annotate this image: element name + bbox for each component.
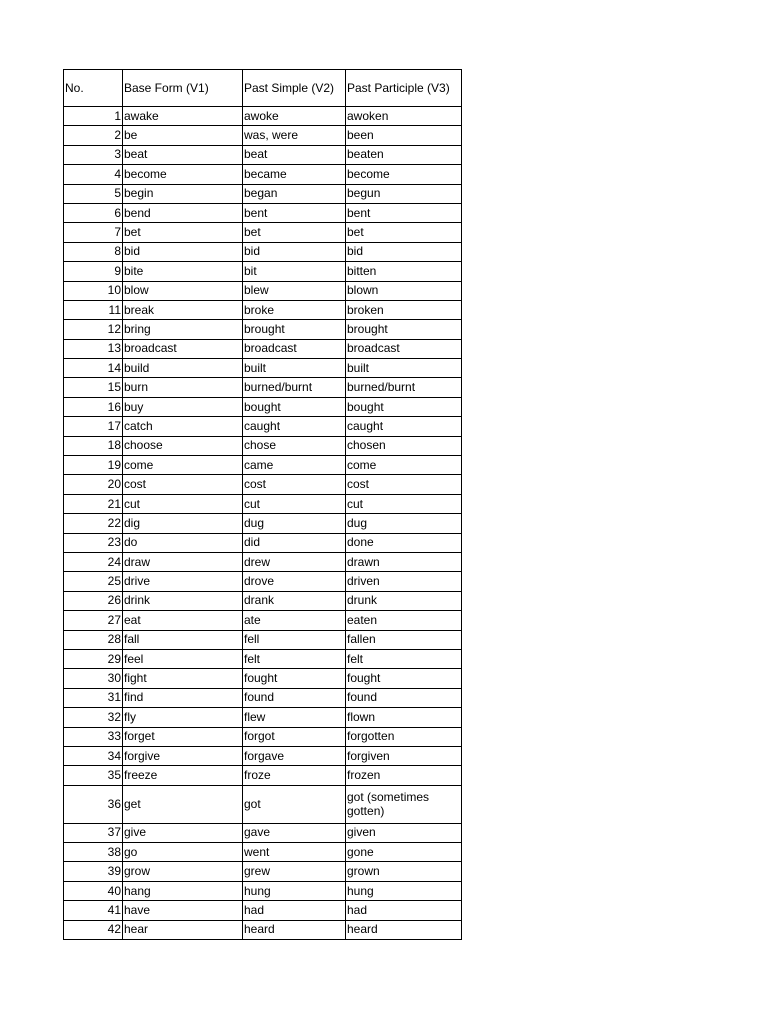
past-participle-cell: chosen xyxy=(346,436,462,455)
row-number: 17 xyxy=(64,417,123,436)
base-form-cell: do xyxy=(123,533,243,552)
past-participle-cell: bet xyxy=(346,223,462,242)
past-simple-cell: burned/burnt xyxy=(243,378,346,397)
base-form-cell: cost xyxy=(123,475,243,494)
past-participle-cell: fought xyxy=(346,669,462,688)
table-row xyxy=(64,145,462,164)
table-row xyxy=(64,727,462,746)
row-number: 38 xyxy=(64,843,123,862)
row-number: 21 xyxy=(64,494,123,513)
table-row xyxy=(64,552,462,571)
table-row xyxy=(64,417,462,436)
past-participle-cell: bent xyxy=(346,203,462,222)
table-row xyxy=(64,785,462,823)
table-row xyxy=(64,611,462,630)
past-simple-cell: awoke xyxy=(243,107,346,126)
row-number: 1 xyxy=(64,107,123,126)
past-participle-cell: beaten xyxy=(346,145,462,164)
table-body xyxy=(64,107,462,940)
past-participle-cell: had xyxy=(346,901,462,920)
past-simple-cell: forgot xyxy=(243,727,346,746)
base-form-cell: find xyxy=(123,688,243,707)
past-participle-cell: begun xyxy=(346,184,462,203)
past-simple-cell: dug xyxy=(243,514,346,533)
table-row xyxy=(64,649,462,668)
table-row xyxy=(64,300,462,319)
base-form-cell: begin xyxy=(123,184,243,203)
past-participle-cell: drawn xyxy=(346,552,462,571)
base-form-cell: burn xyxy=(123,378,243,397)
table-row xyxy=(64,456,462,475)
past-simple-cell: beat xyxy=(243,145,346,164)
row-number: 9 xyxy=(64,262,123,281)
past-participle-cell: brought xyxy=(346,320,462,339)
past-simple-cell: built xyxy=(243,359,346,378)
table-row xyxy=(64,359,462,378)
past-participle-cell: frozen xyxy=(346,766,462,785)
past-participle-cell: grown xyxy=(346,862,462,881)
past-simple-cell: gave xyxy=(243,823,346,842)
past-participle-cell: caught xyxy=(346,417,462,436)
past-simple-cell: fought xyxy=(243,669,346,688)
row-number: 19 xyxy=(64,456,123,475)
row-number: 15 xyxy=(64,378,123,397)
table-row xyxy=(64,746,462,765)
past-simple-cell: bought xyxy=(243,397,346,416)
past-participle-cell: done xyxy=(346,533,462,552)
row-number: 31 xyxy=(64,688,123,707)
table-row xyxy=(64,262,462,281)
header-number: No. xyxy=(64,70,123,107)
table-row xyxy=(64,920,462,939)
past-participle-cell: forgiven xyxy=(346,746,462,765)
past-participle-cell: bid xyxy=(346,242,462,261)
past-simple-cell: drove xyxy=(243,572,346,591)
row-number: 34 xyxy=(64,746,123,765)
row-number: 26 xyxy=(64,591,123,610)
table-row xyxy=(64,862,462,881)
past-participle-cell: forgotten xyxy=(346,727,462,746)
past-participle-cell: broken xyxy=(346,300,462,319)
base-form-cell: draw xyxy=(123,552,243,571)
past-simple-cell: bet xyxy=(243,223,346,242)
base-form-cell: catch xyxy=(123,417,243,436)
past-simple-cell: bid xyxy=(243,242,346,261)
past-participle-cell: flown xyxy=(346,708,462,727)
row-number: 11 xyxy=(64,300,123,319)
row-number: 39 xyxy=(64,862,123,881)
base-form-cell: beat xyxy=(123,145,243,164)
row-number: 40 xyxy=(64,881,123,900)
past-participle-cell: felt xyxy=(346,649,462,668)
table-row xyxy=(64,533,462,552)
table-row xyxy=(64,223,462,242)
row-number: 12 xyxy=(64,320,123,339)
past-simple-cell: got xyxy=(243,785,346,823)
base-form-cell: hear xyxy=(123,920,243,939)
row-number: 7 xyxy=(64,223,123,242)
row-number: 8 xyxy=(64,242,123,261)
base-form-cell: give xyxy=(123,823,243,842)
row-number: 41 xyxy=(64,901,123,920)
past-simple-cell: bent xyxy=(243,203,346,222)
table-row xyxy=(64,281,462,300)
past-participle-cell: awoken xyxy=(346,107,462,126)
past-simple-cell: was, were xyxy=(243,126,346,145)
table-row xyxy=(64,843,462,862)
past-simple-cell: had xyxy=(243,901,346,920)
table-row xyxy=(64,242,462,261)
past-simple-cell: fell xyxy=(243,630,346,649)
row-number: 29 xyxy=(64,649,123,668)
row-number: 33 xyxy=(64,727,123,746)
row-number: 30 xyxy=(64,669,123,688)
past-simple-cell: cost xyxy=(243,475,346,494)
row-number: 27 xyxy=(64,611,123,630)
past-simple-cell: felt xyxy=(243,649,346,668)
table-row xyxy=(64,126,462,145)
header-past-simple: Past Simple (V2) xyxy=(243,70,346,107)
base-form-cell: feel xyxy=(123,649,243,668)
past-simple-cell: cut xyxy=(243,494,346,513)
row-number: 24 xyxy=(64,552,123,571)
table-row xyxy=(64,669,462,688)
base-form-cell: be xyxy=(123,126,243,145)
base-form-cell: go xyxy=(123,843,243,862)
past-participle-cell: heard xyxy=(346,920,462,939)
row-number: 20 xyxy=(64,475,123,494)
irregular-verbs-table xyxy=(63,69,462,940)
past-participle-cell: drunk xyxy=(346,591,462,610)
row-number: 35 xyxy=(64,766,123,785)
base-form-cell: bring xyxy=(123,320,243,339)
past-simple-cell: heard xyxy=(243,920,346,939)
base-form-cell: bid xyxy=(123,242,243,261)
base-form-cell: grow xyxy=(123,862,243,881)
table-row xyxy=(64,397,462,416)
base-form-cell: blow xyxy=(123,281,243,300)
table-row xyxy=(64,494,462,513)
table-row xyxy=(64,630,462,649)
base-form-cell: get xyxy=(123,785,243,823)
row-number: 3 xyxy=(64,145,123,164)
past-participle-cell: come xyxy=(346,456,462,475)
table-row xyxy=(64,184,462,203)
past-participle-cell: built xyxy=(346,359,462,378)
past-simple-cell: forgave xyxy=(243,746,346,765)
past-simple-cell: drew xyxy=(243,552,346,571)
header-past-participle: Past Participle (V3) xyxy=(346,70,462,107)
table-row xyxy=(64,708,462,727)
past-participle-cell: given xyxy=(346,823,462,842)
past-participle-cell: driven xyxy=(346,572,462,591)
past-simple-cell: grew xyxy=(243,862,346,881)
row-number: 28 xyxy=(64,630,123,649)
table-row xyxy=(64,901,462,920)
base-form-cell: break xyxy=(123,300,243,319)
table-row xyxy=(64,591,462,610)
table-row xyxy=(64,107,462,126)
past-participle-cell: eaten xyxy=(346,611,462,630)
past-participle-cell: broadcast xyxy=(346,339,462,358)
base-form-cell: forgive xyxy=(123,746,243,765)
base-form-cell: broadcast xyxy=(123,339,243,358)
row-number: 36 xyxy=(64,785,123,823)
past-simple-cell: hung xyxy=(243,881,346,900)
base-form-cell: build xyxy=(123,359,243,378)
table-row xyxy=(64,203,462,222)
table-row xyxy=(64,688,462,707)
table-row xyxy=(64,823,462,842)
base-form-cell: fight xyxy=(123,669,243,688)
row-number: 2 xyxy=(64,126,123,145)
base-form-cell: bend xyxy=(123,203,243,222)
base-form-cell: become xyxy=(123,165,243,184)
past-simple-cell: came xyxy=(243,456,346,475)
past-simple-cell: began xyxy=(243,184,346,203)
base-form-cell: hang xyxy=(123,881,243,900)
past-simple-cell: broadcast xyxy=(243,339,346,358)
past-participle-cell: cut xyxy=(346,494,462,513)
past-participle-cell: blown xyxy=(346,281,462,300)
table-row xyxy=(64,320,462,339)
base-form-cell: come xyxy=(123,456,243,475)
row-number: 16 xyxy=(64,397,123,416)
past-simple-cell: caught xyxy=(243,417,346,436)
row-number: 25 xyxy=(64,572,123,591)
table-row xyxy=(64,881,462,900)
table-row xyxy=(64,378,462,397)
past-simple-cell: went xyxy=(243,843,346,862)
past-simple-cell: did xyxy=(243,533,346,552)
past-participle-cell: cost xyxy=(346,475,462,494)
row-number: 18 xyxy=(64,436,123,455)
table-row xyxy=(64,572,462,591)
table-row xyxy=(64,514,462,533)
past-simple-cell: brought xyxy=(243,320,346,339)
base-form-cell: choose xyxy=(123,436,243,455)
row-number: 6 xyxy=(64,203,123,222)
row-number: 22 xyxy=(64,514,123,533)
row-number: 32 xyxy=(64,708,123,727)
past-simple-cell: blew xyxy=(243,281,346,300)
past-participle-cell: hung xyxy=(346,881,462,900)
past-simple-cell: ate xyxy=(243,611,346,630)
past-participle-cell: bitten xyxy=(346,262,462,281)
table-row xyxy=(64,436,462,455)
past-simple-cell: chose xyxy=(243,436,346,455)
base-form-cell: drink xyxy=(123,591,243,610)
past-participle-cell: been xyxy=(346,126,462,145)
base-form-cell: buy xyxy=(123,397,243,416)
base-form-cell: freeze xyxy=(123,766,243,785)
table-row xyxy=(64,766,462,785)
past-simple-cell: bit xyxy=(243,262,346,281)
row-number: 4 xyxy=(64,165,123,184)
row-number: 37 xyxy=(64,823,123,842)
past-simple-cell: drank xyxy=(243,591,346,610)
past-participle-cell: fallen xyxy=(346,630,462,649)
past-participle-cell: bought xyxy=(346,397,462,416)
past-participle-cell: burned/burnt xyxy=(346,378,462,397)
base-form-cell: drive xyxy=(123,572,243,591)
past-participle-cell: found xyxy=(346,688,462,707)
base-form-cell: fly xyxy=(123,708,243,727)
past-simple-cell: became xyxy=(243,165,346,184)
past-participle-cell: dug xyxy=(346,514,462,533)
past-simple-cell: found xyxy=(243,688,346,707)
row-number: 5 xyxy=(64,184,123,203)
base-form-cell: have xyxy=(123,901,243,920)
table-header-row xyxy=(64,70,462,107)
past-simple-cell: froze xyxy=(243,766,346,785)
row-number: 42 xyxy=(64,920,123,939)
base-form-cell: bet xyxy=(123,223,243,242)
base-form-cell: forget xyxy=(123,727,243,746)
table-row xyxy=(64,475,462,494)
past-participle-cell: become xyxy=(346,165,462,184)
row-number: 14 xyxy=(64,359,123,378)
past-simple-cell: flew xyxy=(243,708,346,727)
base-form-cell: dig xyxy=(123,514,243,533)
row-number: 13 xyxy=(64,339,123,358)
row-number: 10 xyxy=(64,281,123,300)
base-form-cell: eat xyxy=(123,611,243,630)
past-simple-cell: broke xyxy=(243,300,346,319)
base-form-cell: cut xyxy=(123,494,243,513)
header-base-form: Base Form (V1) xyxy=(123,70,243,107)
past-participle-cell: gone xyxy=(346,843,462,862)
table-row xyxy=(64,165,462,184)
base-form-cell: fall xyxy=(123,630,243,649)
base-form-cell: awake xyxy=(123,107,243,126)
row-number: 23 xyxy=(64,533,123,552)
base-form-cell: bite xyxy=(123,262,243,281)
table-row xyxy=(64,339,462,358)
past-participle-cell: got (sometimes gotten) xyxy=(346,785,462,823)
